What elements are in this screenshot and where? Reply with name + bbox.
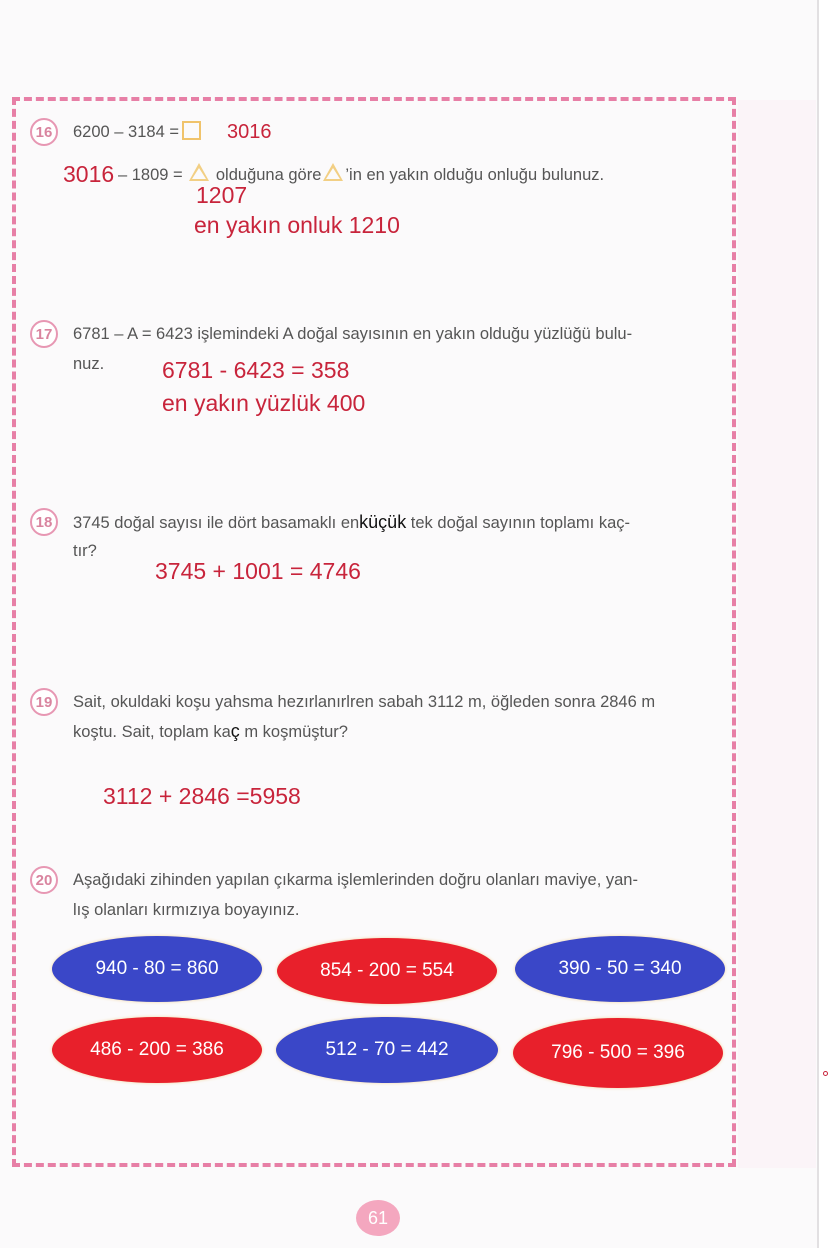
question-number-18: 18 [30, 508, 58, 536]
square-placeholder-icon [182, 121, 201, 140]
q16-answer-square: 3016 [227, 121, 272, 143]
frame-margin-tint [738, 100, 816, 1168]
question-number-17: 17 [30, 320, 58, 348]
q18-line1-b: tek doğal sayının toplamı kaç- [410, 514, 630, 532]
q18-line2: tır? [73, 542, 97, 560]
answer-oval-correct[interactable]: 512 - 70 = 442 [276, 1017, 498, 1083]
right-margin [819, 0, 832, 1248]
q17-line2: nuz. [73, 355, 105, 373]
answer-oval-wrong[interactable]: 854 - 200 = 554 [277, 938, 497, 1004]
page-number-badge: 61 [356, 1200, 400, 1236]
q19-line2-a: koştu. Sait, toplam ka [73, 723, 231, 741]
question-number-16: 16 [30, 118, 58, 146]
q17-answer-1: 6781 - 6423 = 358 [162, 357, 350, 383]
q20-line2: lış olanları kırmızıya boyayınız. [73, 901, 300, 919]
q19-answer: 3112 + 2846 =5958 [103, 783, 301, 809]
answer-oval-correct[interactable]: 940 - 80 = 860 [52, 936, 262, 1002]
q16-answer-2: en yakın onluk 1210 [194, 212, 400, 238]
q16-line2-c: ’in en yakın olduğu onluğu bulunuz. [345, 166, 605, 184]
q17-line1: 6781 – A = 6423 işlemindeki A doğal sayısının en yakın olduğu yüzlüğü bulu- [73, 325, 633, 343]
triangle-placeholder-icon [189, 163, 209, 181]
q19-line1: Sait, okuldaki koşu yahsma hezırlanırlren sabah 3112 m, öğleden sonra 2846 m [73, 693, 656, 711]
q17-answer-2: en yakın yüzlük 400 [162, 390, 366, 416]
answer-oval-wrong[interactable]: 486 - 200 = 386 [52, 1017, 262, 1083]
q19-inserted-letter: ç [230, 721, 240, 741]
q18-answer: 3745 + 1001 = 4746 [155, 558, 361, 584]
q18-line1 [73, 508, 630, 537]
question-number-19: 19 [30, 688, 58, 716]
stray-mark [823, 1071, 828, 1076]
q19-line2-b: m koşmüştur? [239, 723, 348, 741]
question-number-20: 20 [30, 866, 58, 894]
answer-oval-wrong[interactable]: 796 - 500 = 396 [513, 1018, 723, 1088]
answer-oval-correct[interactable]: 390 - 50 = 340 [515, 936, 725, 1002]
q16-line2 [118, 161, 604, 189]
q16-line2-a: – 1809 = [118, 166, 183, 184]
q18-line1-a: 3745 doğal sayısı ile dört basamaklı en [73, 514, 360, 532]
q20-line1: Aşağıdaki zihinden yapılan çıkarma işlemlerinden doğru olanları maviye, yan- [73, 871, 638, 889]
q19-line2 [73, 717, 348, 746]
q18-inserted-word: küçük [359, 512, 407, 532]
q16-expression: 6200 – 3184 = [73, 123, 179, 141]
triangle-placeholder-icon [323, 163, 343, 181]
q16-line2-b: olduğuna göre [215, 166, 322, 184]
worksheet-frame [12, 97, 736, 1167]
q16-line1 [73, 118, 204, 146]
q16-answer-prefix: 3016 [63, 161, 115, 187]
q16-answer-1: 1207 [196, 182, 248, 208]
